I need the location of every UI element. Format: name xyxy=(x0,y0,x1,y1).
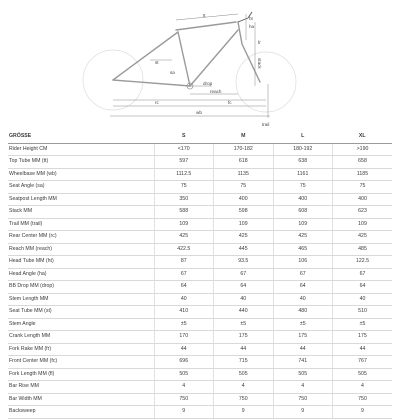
label-rc: rc xyxy=(155,100,159,105)
cell-value: 505 xyxy=(273,368,333,381)
cell-value: 1135 xyxy=(214,168,274,181)
cell-value: 425 xyxy=(154,231,214,244)
frame-geometry-diagram xyxy=(0,0,400,130)
row-label: Stem Angle xyxy=(8,318,154,331)
cell-value: 122.5 xyxy=(333,256,393,269)
row-label: Fork Length MM (fl) xyxy=(8,368,154,381)
cell-value: 1112.5 xyxy=(154,168,214,181)
cell-value: 64 xyxy=(273,281,333,294)
label-reach: reach xyxy=(210,89,222,94)
dimension-lines xyxy=(110,14,270,118)
row-label: Rear Center MM (rc) xyxy=(8,231,154,244)
row-label: Reach MM (reach) xyxy=(8,243,154,256)
table-row xyxy=(8,268,392,281)
cell-value: ±5 xyxy=(333,318,393,331)
cell-value: 750 xyxy=(333,393,393,406)
cell-value: 750 xyxy=(154,393,214,406)
cell-value: 480 xyxy=(273,306,333,319)
cell-value: 9 xyxy=(273,406,333,419)
cell-value: <170 xyxy=(154,143,214,156)
label-fr: fr xyxy=(258,40,261,45)
cell-value: 44 xyxy=(214,343,274,356)
front-wheel xyxy=(236,52,296,112)
cell-value: 44 xyxy=(333,343,393,356)
frame-tubes xyxy=(113,22,260,86)
cell-value: 175 xyxy=(214,331,274,344)
label-sa: sa xyxy=(170,70,175,75)
cell-value: 400 xyxy=(333,193,393,206)
cell-value: 400 xyxy=(273,193,333,206)
cell-value: 623 xyxy=(333,206,393,219)
cell-value: 505 xyxy=(154,368,214,381)
row-label: Stem Length MM xyxy=(8,293,154,306)
table-row xyxy=(8,406,392,419)
cell-value: 64 xyxy=(333,281,393,294)
row-label: Trail MM (trail) xyxy=(8,218,154,231)
cell-value: 425 xyxy=(273,231,333,244)
table-row xyxy=(8,206,392,219)
table-row xyxy=(8,256,392,269)
label-ha: ha xyxy=(249,24,255,29)
row-label: Head Angle (ha) xyxy=(8,268,154,281)
cell-value: 608 xyxy=(273,206,333,219)
cell-value: 350 xyxy=(154,193,214,206)
label-tt: tt xyxy=(203,13,206,18)
row-label: Fork Rake MM (fr) xyxy=(8,343,154,356)
cell-value: 4 xyxy=(273,381,333,394)
label-wb: wb xyxy=(196,110,202,115)
table-row xyxy=(8,356,392,369)
cell-value: 9 xyxy=(154,406,214,419)
table-row xyxy=(8,318,392,331)
cell-value: 1161 xyxy=(273,168,333,181)
cell-value: 510 xyxy=(333,306,393,319)
table-header-row xyxy=(8,131,392,143)
table-row xyxy=(8,281,392,294)
row-label: Backsweep xyxy=(8,406,154,419)
table-row xyxy=(8,231,392,244)
table-row xyxy=(8,381,392,394)
table-row xyxy=(8,143,392,156)
table-row xyxy=(8,343,392,356)
row-label: Seat Tube MM (st) xyxy=(8,306,154,319)
cell-value: 44 xyxy=(273,343,333,356)
cell-value: 9 xyxy=(333,406,393,419)
row-label: Head Tube MM (ht) xyxy=(8,256,154,269)
cell-value: 44 xyxy=(154,343,214,356)
row-label: Seat Angle (sa) xyxy=(8,181,154,194)
cell-value: 64 xyxy=(214,281,274,294)
cell-value: 485 xyxy=(333,243,393,256)
cell-value: 75 xyxy=(214,181,274,194)
row-label: Bar Width MM xyxy=(8,393,154,406)
table-row xyxy=(8,331,392,344)
cell-value: 67 xyxy=(333,268,393,281)
cell-value: 40 xyxy=(154,293,214,306)
cell-value: 425 xyxy=(333,231,393,244)
cell-value: 180-192 xyxy=(273,143,333,156)
cell-value: 425 xyxy=(214,231,274,244)
label-fc: fc xyxy=(228,100,232,105)
row-label: Stack MM xyxy=(8,206,154,219)
table-body xyxy=(8,143,392,418)
row-label: Bar Rise MM xyxy=(8,381,154,394)
cell-value: 445 xyxy=(214,243,274,256)
cell-value: 40 xyxy=(333,293,393,306)
cell-value: 588 xyxy=(154,206,214,219)
cell-value: 598 xyxy=(214,206,274,219)
cell-value: 618 xyxy=(214,156,274,169)
cell-value: 400 xyxy=(214,193,274,206)
cell-value: >190 xyxy=(333,143,393,156)
cell-value: 67 xyxy=(214,268,274,281)
label-ht: ht xyxy=(249,16,253,21)
label-stack: stack xyxy=(257,58,262,69)
table-row xyxy=(8,243,392,256)
table-row xyxy=(8,393,392,406)
cell-value: 741 xyxy=(273,356,333,369)
row-label: BB Drop MM (drop) xyxy=(8,281,154,294)
cell-value: 597 xyxy=(154,156,214,169)
header-size-xl: XL xyxy=(333,131,393,143)
cell-value: 40 xyxy=(214,293,274,306)
cell-value: 106 xyxy=(273,256,333,269)
cell-value: 750 xyxy=(214,393,274,406)
cell-value: ±5 xyxy=(214,318,274,331)
table-row xyxy=(8,368,392,381)
cell-value: 109 xyxy=(333,218,393,231)
cell-value: 422.5 xyxy=(154,243,214,256)
cell-value: 175 xyxy=(273,331,333,344)
row-label: Crank Length MM xyxy=(8,331,154,344)
cell-value: 170-182 xyxy=(214,143,274,156)
cell-value: 170 xyxy=(154,331,214,344)
cell-value: 75 xyxy=(333,181,393,194)
cell-value: 767 xyxy=(333,356,393,369)
table-row xyxy=(8,156,392,169)
cell-value: 67 xyxy=(154,268,214,281)
cell-value: 638 xyxy=(273,156,333,169)
frame-sketch xyxy=(0,0,400,130)
cell-value: 109 xyxy=(154,218,214,231)
cell-value: 87 xyxy=(154,256,214,269)
cell-value: 505 xyxy=(214,368,274,381)
table-row xyxy=(8,181,392,194)
cell-value: 465 xyxy=(273,243,333,256)
cell-value: 715 xyxy=(214,356,274,369)
cell-value: 505 xyxy=(333,368,393,381)
cell-value: 696 xyxy=(154,356,214,369)
table-row xyxy=(8,168,392,181)
cell-value: ±5 xyxy=(273,318,333,331)
cell-value: 440 xyxy=(214,306,274,319)
cell-value: 109 xyxy=(273,218,333,231)
cell-value: 175 xyxy=(333,331,393,344)
cell-value: 4 xyxy=(333,381,393,394)
cell-value: 64 xyxy=(154,281,214,294)
header-size-l: L xyxy=(273,131,333,143)
cell-value: 75 xyxy=(273,181,333,194)
table-row xyxy=(8,193,392,206)
row-label: Seatpost Length MM xyxy=(8,193,154,206)
cell-value: 40 xyxy=(273,293,333,306)
header-size-m: M xyxy=(214,131,274,143)
cell-value: 75 xyxy=(154,181,214,194)
geometry-table xyxy=(8,131,392,419)
cell-value: 67 xyxy=(273,268,333,281)
table-row xyxy=(8,218,392,231)
row-label: Wheelbase MM (wb) xyxy=(8,168,154,181)
cell-value: ±5 xyxy=(154,318,214,331)
cell-value: 4 xyxy=(154,381,214,394)
cell-value: 4 xyxy=(214,381,274,394)
table-row xyxy=(8,306,392,319)
cell-value: 109 xyxy=(214,218,274,231)
header-size-s: S xyxy=(154,131,214,143)
header-size-label: GRÖSSE xyxy=(8,131,154,143)
cell-value: 1185 xyxy=(333,168,393,181)
cell-value: 658 xyxy=(333,156,393,169)
label-trail: trail xyxy=(262,122,270,127)
cell-value: 9 xyxy=(214,406,274,419)
label-st: st xyxy=(155,60,159,65)
row-label: Front Center MM (fc) xyxy=(8,356,154,369)
label-drop: drop xyxy=(203,81,213,86)
cell-value: 410 xyxy=(154,306,214,319)
cell-value: 93.5 xyxy=(214,256,274,269)
cell-value: 750 xyxy=(273,393,333,406)
row-label: Top Tube MM (tt) xyxy=(8,156,154,169)
row-label: Rider Height CM xyxy=(8,143,154,156)
table-row xyxy=(8,293,392,306)
